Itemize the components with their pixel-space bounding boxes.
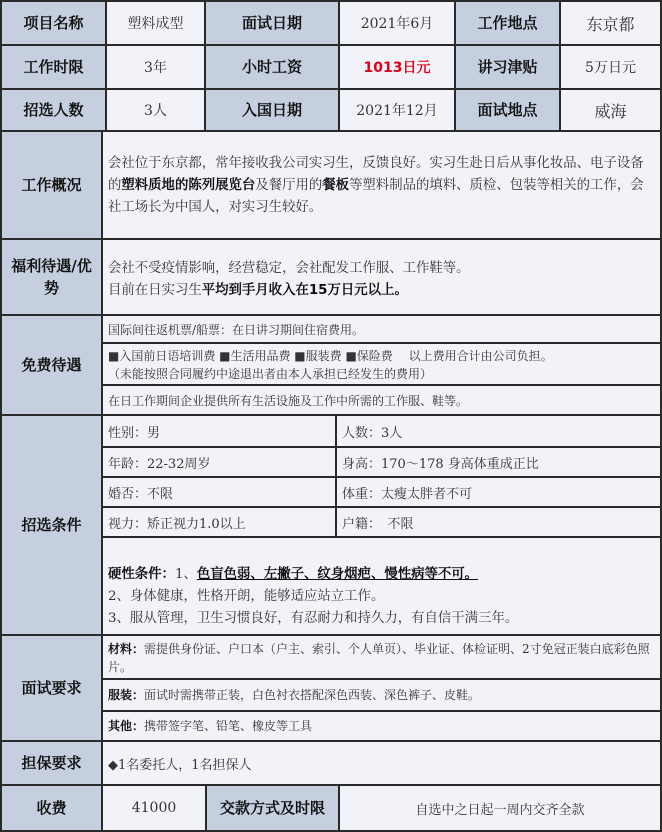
welfare-header-label: 福利待遇/优势 xyxy=(11,257,92,297)
cond-vision: 视力：矫正视力1.0以上 xyxy=(101,506,337,538)
hard-line-2: 2、身体健康，性格开朗，能够适应站立工作。 xyxy=(108,589,385,604)
work-overview-text xyxy=(101,130,662,240)
cond-age: 年龄：22-32周岁 xyxy=(101,446,337,478)
overview-text-part3: 等塑料制品的填料、质检、包装等相关的工作，会社工场长为中国人，对实习生较好。 xyxy=(108,178,644,215)
overview-bold-tray: 餐板 xyxy=(322,178,350,193)
hard-line-1 xyxy=(108,564,655,586)
welfare-text xyxy=(101,238,662,316)
hard-excluded-conditions: 色盲色弱、左撇子、纹身烟疤、慢性病等不可。 xyxy=(196,567,479,582)
free-line-2 xyxy=(101,342,662,386)
interview-req-header: 面试要求 xyxy=(0,634,103,742)
cond-hard-requirements xyxy=(101,536,662,636)
welfare-line1: 会社不受疫情影响，经营稳定，会社配发工作服、工作鞋等。 xyxy=(108,261,470,276)
work-term-value: 3年 xyxy=(105,44,206,90)
free-line-3: 在日工作期间企业提供所有生活设施及工作中所需的工作服、鞋等。 xyxy=(101,384,662,416)
project-name-value: 塑料成型 xyxy=(105,0,206,46)
training-allowance-header: 讲习津贴 xyxy=(454,44,561,90)
guarantee-header: 担保要求 xyxy=(0,740,103,786)
welfare-line2-prefix: 目前在日实习生 xyxy=(108,283,202,298)
payment-terms-text: 自选中之日起一周内交齐全款 xyxy=(338,784,662,832)
fee-header: 收费 xyxy=(0,784,103,832)
payment-terms-header: 交款方式及时限 xyxy=(205,784,340,832)
work-location-header: 工作地点 xyxy=(454,0,561,46)
overview-text-part2: 及餐厅用的 xyxy=(255,178,323,193)
hard-label: 硬性条件： xyxy=(108,567,175,582)
interview-location-value: 威海 xyxy=(559,88,662,132)
other-text: 携带签字笔、铅笔、橡皮等工具 xyxy=(144,719,313,733)
dress-text: 面试时需携带正装，白色衬衣搭配深色西装、深色裤子、皮鞋。 xyxy=(144,688,481,702)
free-covered-items: ■入国前日语培训费 ■生活用品费 ■服装费 ■保险费 以上费用合计由公司负担。 xyxy=(108,349,553,363)
cond-height: 身高：170～178 身高体重成正比 xyxy=(335,446,662,478)
welfare-income-highlight: 平均到手月收入在15万日元以上。 xyxy=(201,283,408,298)
interview-date-value: 2021年6月 xyxy=(338,0,456,46)
guarantee-text: ◆1名委托人，1名担保人 xyxy=(101,740,662,786)
free-note: （未能按照合同履约中途退出者由本人承担已经发生的费用） xyxy=(108,367,433,381)
work-overview-header: 工作概况 xyxy=(0,130,103,240)
free-treatment-header: 免费待遇 xyxy=(0,314,103,416)
cond-marriage: 婚否：不限 xyxy=(101,476,337,508)
fee-amount: 41000 xyxy=(101,784,207,832)
welfare-header xyxy=(0,238,103,316)
entry-date-value: 2021年12月 xyxy=(338,88,456,132)
interview-dress xyxy=(101,678,662,712)
hard-line-3: 3、服从管理，卫生习惯良好，有忍耐力和持久力，有自信干满三年。 xyxy=(108,611,519,626)
headcount-value: 3人 xyxy=(105,88,206,132)
hourly-wage-value xyxy=(338,44,456,90)
hard-item-1-number: 1、 xyxy=(174,567,197,582)
cond-weight: 体重：太瘦太胖者不可 xyxy=(335,476,662,508)
work-location-value: 东京都 xyxy=(559,0,662,46)
conditions-header: 招选条件 xyxy=(0,414,103,636)
interview-materials xyxy=(101,634,662,680)
other-label: 其他： xyxy=(108,719,145,733)
welfare-line2 xyxy=(108,280,655,302)
overview-bold-display-stand: 塑料质地的陈列展览台 xyxy=(121,178,256,193)
interview-date-header: 面试日期 xyxy=(204,0,340,46)
headcount-header: 招选人数 xyxy=(0,88,107,132)
hourly-wage-amount: 1013日元 xyxy=(363,60,431,76)
dress-label: 服装： xyxy=(108,688,145,702)
work-term-header: 工作时限 xyxy=(0,44,107,90)
cond-count: 人数：3人 xyxy=(335,414,662,448)
free-line-1: 国际间往返机票/船票：在日讲习期间住宿费用。 xyxy=(101,314,662,344)
entry-date-header: 入国日期 xyxy=(204,88,340,132)
cond-gender: 性别：男 xyxy=(101,414,337,448)
cond-hukou: 户籍： 不限 xyxy=(335,506,662,538)
hourly-wage-header: 小时工资 xyxy=(204,44,340,90)
materials-label: 材料： xyxy=(108,642,145,656)
project-name-header: 项目名称 xyxy=(0,0,107,46)
training-allowance-value: 5万日元 xyxy=(559,44,662,90)
overview-text-part1: 会社位于东京都，常年接收我公司实习生，反馈良好。实习生赴日后从事化妆品、电子设备的 xyxy=(108,156,644,193)
interview-location-header: 面试地点 xyxy=(454,88,561,132)
interview-other xyxy=(101,710,662,742)
materials-text: 需提供身份证、户口本（户主、索引、个人单页）、毕业证、体检证明、2寸免冠正装白底彩色照片。 xyxy=(108,642,650,674)
